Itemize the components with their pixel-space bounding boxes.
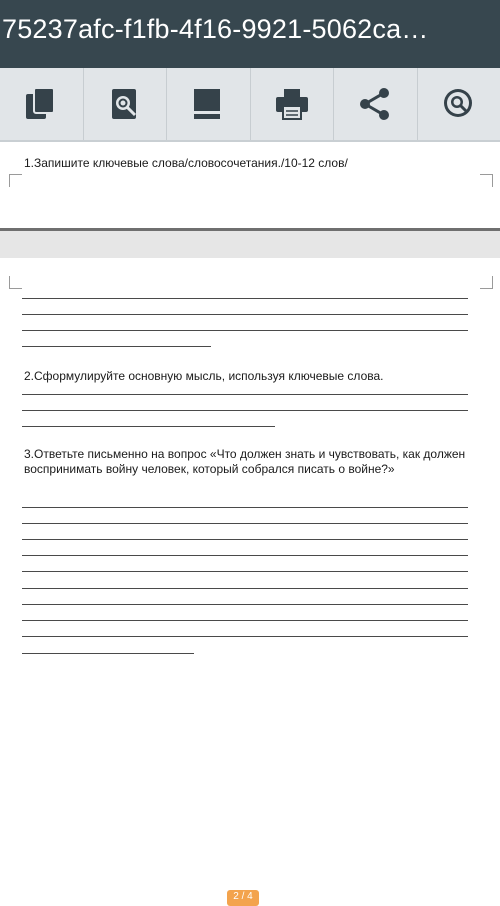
answer-line — [22, 636, 468, 637]
find-in-document-button[interactable] — [84, 68, 168, 140]
print-icon — [273, 85, 311, 123]
answer-line — [22, 426, 275, 427]
answer-line — [22, 330, 468, 331]
page-separator — [0, 228, 500, 261]
document-page-1 — [0, 142, 500, 228]
page-corner-mark — [480, 276, 493, 289]
answer-line — [22, 394, 468, 395]
answer-line — [22, 539, 468, 540]
answer-line — [22, 588, 468, 589]
answer-line — [22, 314, 468, 315]
share-icon — [356, 85, 394, 123]
answer-line — [22, 298, 468, 299]
page-corner-mark — [9, 174, 22, 187]
document-page-2 — [0, 258, 500, 903]
toolbar — [0, 68, 500, 142]
share-button[interactable] — [334, 68, 418, 140]
answer-line — [22, 653, 194, 654]
window-title: 75237afc-f1fb-4f16-9921-5062ca… — [2, 14, 429, 45]
question-2: 2.Сформулируйте основную мысль, используя ключевые слова. — [24, 369, 383, 384]
question-3: 3.Ответьте письменно на вопрос «Что должен знать и чувствовать, как должен воспринимать войну человек, который собрался писать о войне?» — [24, 447, 474, 477]
title-bar — [0, 0, 500, 68]
page-corner-mark — [9, 276, 22, 289]
question-1: 1.Запишите ключевые слова/словосочетания./10-12 слов/ — [24, 156, 348, 171]
save-icon — [189, 85, 227, 123]
answer-line — [22, 346, 211, 347]
search-web-button[interactable] — [418, 68, 500, 140]
print-button[interactable] — [251, 68, 335, 140]
search-web-icon — [440, 85, 478, 123]
answer-line — [22, 620, 468, 621]
save-button[interactable] — [167, 68, 251, 140]
answer-line — [22, 555, 468, 556]
page-corner-mark — [480, 174, 493, 187]
search-document-icon — [106, 85, 144, 123]
copy-button[interactable] — [0, 68, 84, 140]
answer-line — [22, 604, 468, 605]
answer-line — [22, 410, 468, 411]
answer-line — [22, 523, 468, 524]
answer-line — [22, 507, 468, 508]
copy-icon — [22, 85, 60, 123]
answer-line — [22, 571, 468, 572]
page-indicator: 2 / 4 — [227, 890, 259, 906]
